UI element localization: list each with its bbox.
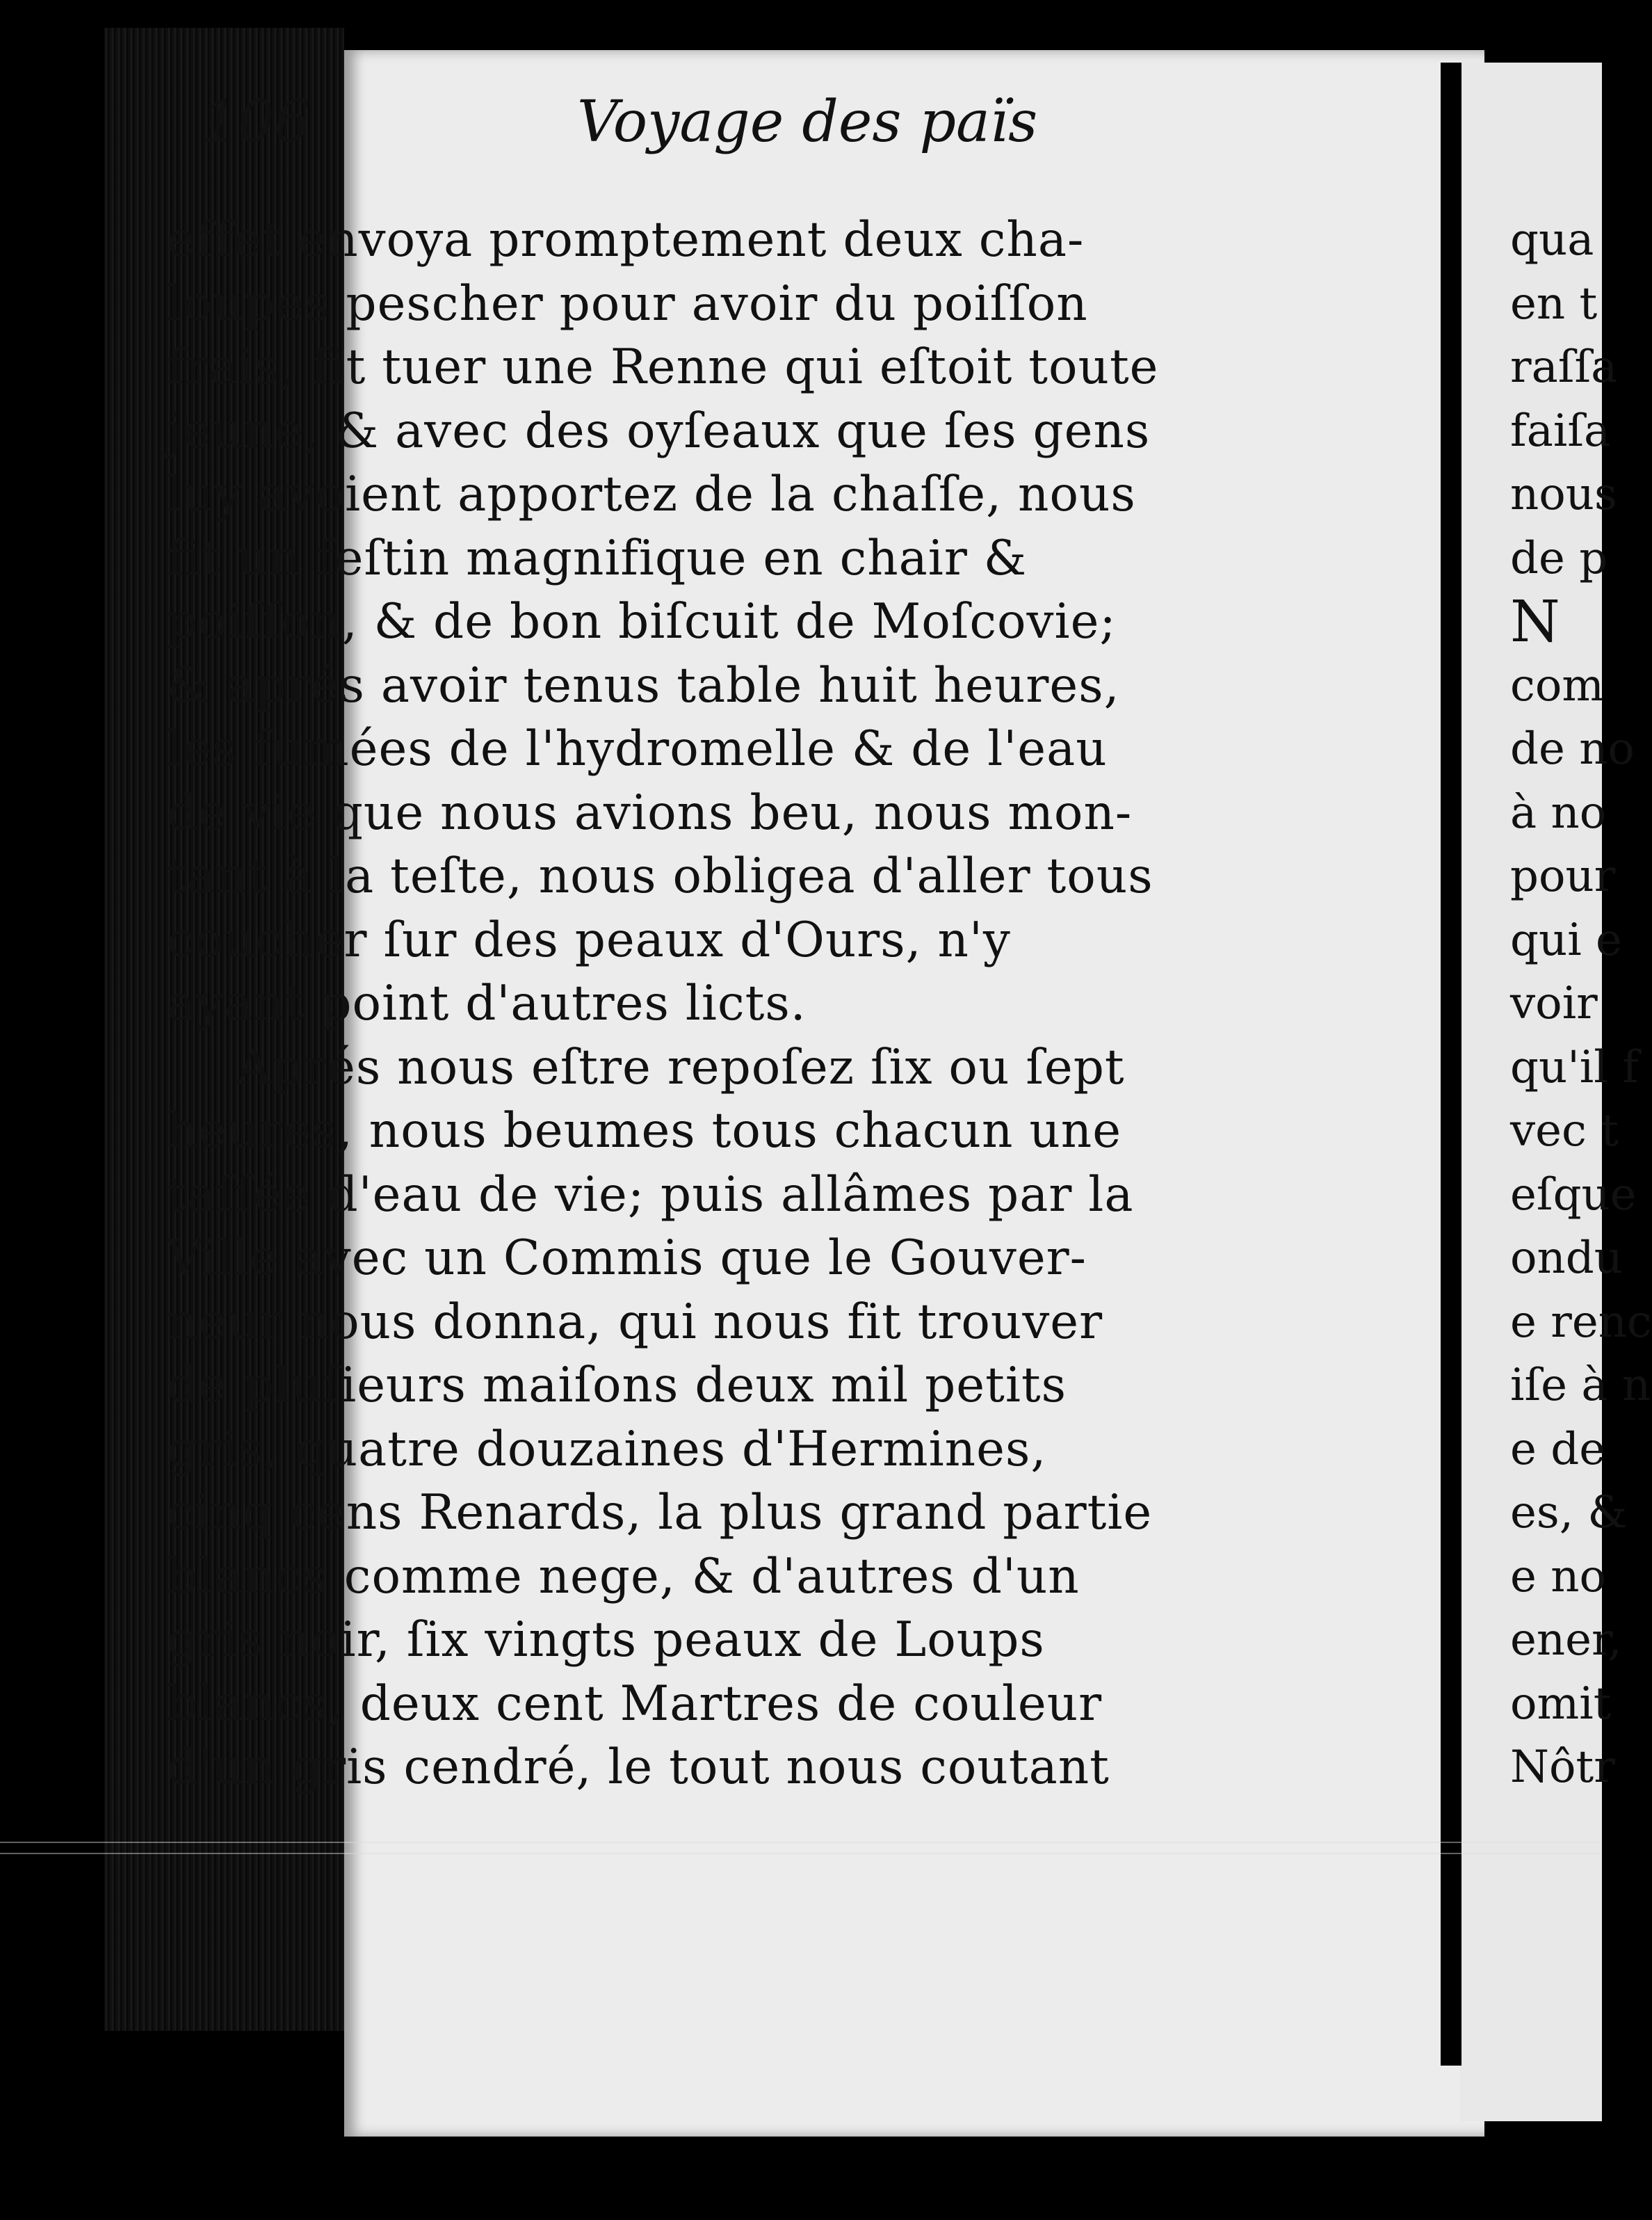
facing-text-line: es, &: [1510, 1487, 1628, 1538]
facing-text-line: vec t: [1510, 1105, 1619, 1157]
facing-text-line: N: [1510, 589, 1560, 655]
text-line: blancs, deux cent Martres de couleur: [167, 1675, 1103, 1732]
page-header: [188, 89, 1272, 179]
running-title: Voyage des païs: [577, 89, 1038, 155]
text-line: ayant point d'autres licts.: [167, 976, 807, 1031]
facing-text-line: raſſa: [1510, 341, 1618, 393]
facing-text-line: faiſa: [1510, 405, 1611, 457]
text-line: poiſſon, & de bon biſcuit de Moſcovie;: [167, 594, 1117, 650]
text-line: tant à la teſte, nous obligea d'aller tous: [167, 848, 1153, 904]
text-line: coucher ſur des peaux d'Ours, n'y: [167, 912, 1011, 968]
facing-text-line: eſque: [1510, 1168, 1637, 1221]
text-line: loupes pescher pour avoir du poiſſon: [167, 275, 1088, 332]
text-line: heures, nous beumes tous chacun une: [167, 1103, 1122, 1159]
facing-text-line: pour: [1510, 851, 1616, 902]
text-line: de vie que nous avions beu, nous mon-: [167, 785, 1133, 841]
facing-text-line: voir: [1510, 978, 1598, 1029]
page-gutter: [1441, 63, 1461, 2066]
facing-text-line: à no: [1510, 787, 1607, 839]
scan-artifact-line: [0, 1842, 1602, 1843]
facing-text-line: qu'il f: [1510, 1041, 1639, 1093]
text-line: luy avoient apportez de la chaſſe, nous: [167, 467, 1136, 522]
facing-text-line: e renc: [1510, 1296, 1652, 1348]
text-line: taſſée d'eau de vie; puis allâmes par la: [167, 1166, 1134, 1223]
facing-text-line: ener,: [1510, 1614, 1622, 1666]
page-body-text: [167, 209, 1488, 1800]
facing-page-text: [1510, 209, 1652, 1800]
text-line: gris noir, ſix vingts peaux de Loups: [167, 1612, 1045, 1668]
text-line: jeune, & avec des oyſeaux que ſes gens: [167, 403, 1151, 459]
text-line: d'un gris cendré, le tout nous coutant: [167, 1739, 1110, 1795]
facing-text-line: nous: [1510, 469, 1617, 520]
text-line: blancs comme nege, & d'autres d'un: [167, 1548, 1080, 1604]
facing-text-line: de p: [1510, 532, 1608, 584]
text-line: cinq cens Renards, la plus grand partie: [167, 1485, 1153, 1541]
facing-text-line: e de: [1510, 1423, 1606, 1475]
paragraph-start-line: Aprés nous eſtre repoſez ſix ou ſept: [236, 1039, 1125, 1095]
facing-text-line: Nôtr: [1510, 1742, 1615, 1793]
text-line: gris, quatre douzaines d'Hermines,: [167, 1421, 1047, 1477]
text-line: neur nous donna, qui nous fit trouver: [167, 1294, 1103, 1350]
text-line: frais, fit tuer une Renne qui eſtoit toute: [167, 339, 1159, 395]
facing-text-line: en t: [1510, 278, 1598, 330]
text-line: de pluſieurs maiſons deux mil petits: [167, 1358, 1067, 1413]
scan-artifact-line: [0, 1853, 1602, 1854]
text-line: Ville avec un Commis que le Gouver-: [167, 1230, 1087, 1286]
text-line: fit un feſtin magnifique en chair &: [167, 530, 1028, 586]
facing-text-line: omit: [1510, 1678, 1612, 1730]
facing-text-line: qui e: [1510, 914, 1622, 966]
text-line: effet envoya promptement deux cha-: [167, 212, 1085, 268]
facing-text-line: iſe à n: [1510, 1360, 1651, 1411]
text-line: les fumées de l'hydromelle & de l'eau: [167, 721, 1108, 777]
facing-text-line: com: [1510, 659, 1605, 711]
facing-text-line: qua: [1510, 214, 1594, 266]
page-number: 106: [202, 89, 311, 155]
facing-text-line: ondu: [1510, 1232, 1623, 1284]
facing-text-line: de no: [1510, 723, 1635, 775]
text-line: & aprés avoir tenus table huit heures,: [167, 657, 1120, 714]
facing-text-line: e no: [1510, 1550, 1606, 1602]
